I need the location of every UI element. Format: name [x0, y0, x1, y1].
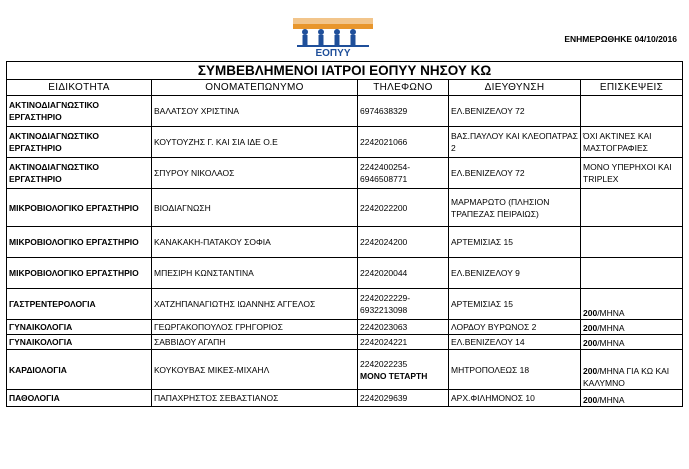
- cell-visits: [581, 350, 683, 390]
- cell-specialty: ΜΙΚΡΟΒΙΟΛΟΓΙΚΟ ΕΡΓΑΣΤΗΡΙΟ: [7, 227, 152, 258]
- header-row: [7, 80, 683, 96]
- visits-text: /ΜΗΝΑ: [597, 308, 625, 318]
- visits-text: /ΜΗΝΑ: [597, 395, 625, 405]
- table-row: [7, 350, 683, 390]
- cell-visits: [581, 96, 683, 127]
- visits-text: /ΜΗΝΑ: [597, 323, 625, 333]
- cell-name: ΠΑΠΑΧΡΗΣΤΟΣ ΣΕΒΑΣΤΙΑΝΟΣ: [152, 390, 358, 407]
- cell-phone: [358, 350, 449, 390]
- cell-name: ΓΕΩΡΓΑΚΟΠΟΥΛΟΣ ΓΡΗΓΟΡΙΟΣ: [152, 320, 358, 335]
- cell-address: ΕΛ.ΒΕΝΙΖΕΛΟΥ 14: [449, 335, 581, 350]
- header-name: ΟΝΟΜΑΤΕΠΩΝΥΜΟ: [152, 80, 358, 96]
- header-address: ΔΙΕΥΘΥΝΣΗ: [449, 80, 581, 96]
- header-phone: ΤΗΛΕΦΩΝΟ: [358, 80, 449, 96]
- doctors-table: [6, 61, 683, 407]
- cell-address: ΕΛ.ΒΕΝΙΖΕΛΟΥ 72: [449, 96, 581, 127]
- visits-text: ΜΟΝΟ ΥΠΕΡΗΧΟΙ ΚΑΙ TRIPLEX: [583, 162, 672, 184]
- cell-visits: [581, 189, 683, 227]
- table-title: ΣΥΜΒΕΒΛΗΜΕΝΟΙ ΙΑΤΡΟΙ ΕΟΠΥΥ ΝΗΣΟΥ ΚΩ: [7, 62, 683, 80]
- visits-text: /ΜΗΝΑ: [597, 338, 625, 348]
- eopyy-logo: [291, 16, 375, 58]
- table-title-row: [7, 62, 683, 80]
- cell-address: ΕΛ.ΒΕΝΙΖΕΛΟΥ 9: [449, 258, 581, 289]
- cell-address: ΛΟΡΔΟΥ ΒΥΡΩΝΟΣ 2: [449, 320, 581, 335]
- table-row: [7, 96, 683, 127]
- phone-number: 2242021066: [360, 137, 408, 147]
- table-row: [7, 258, 683, 289]
- cell-address: ΑΡΤΕΜΙΣΙΑΣ 15: [449, 289, 581, 320]
- cell-specialty: ΑΚΤΙΝΟΔΙΑΓΝΩΣΤΙΚΟ ΕΡΓΑΣΤΗΡΙΟ: [7, 96, 152, 127]
- cell-name: ΚΟΥΤΟΥΖΗΣ Γ. ΚΑΙ ΣΙΑ ΙΔΕ Ο.Ε: [152, 127, 358, 158]
- phone-number: 6974638329: [360, 106, 408, 116]
- cell-phone: [358, 335, 449, 350]
- table-row: [7, 127, 683, 158]
- cell-visits: [581, 258, 683, 289]
- cell-specialty: ΜΙΚΡΟΒΙΟΛΟΓΙΚΟ ΕΡΓΑΣΤΗΡΙΟ: [7, 189, 152, 227]
- phone-number: 2242400254-6946508771: [360, 162, 411, 184]
- cell-visits: [581, 227, 683, 258]
- phone-number: 2242020044: [360, 268, 408, 278]
- cell-phone: [358, 390, 449, 407]
- cell-name: ΒΙΟΔΙΑΓΝΩΣΗ: [152, 189, 358, 227]
- cell-specialty: ΠΑΘΟΛΟΓΙΑ: [7, 390, 152, 407]
- visits-price: 200: [583, 338, 598, 348]
- header-specialty: ΕΙΔΙΚΟΤΗΤΑ: [7, 80, 152, 96]
- cell-name: ΣΑΒΒΙΔΟΥ ΑΓΑΠΗ: [152, 335, 358, 350]
- cell-phone: [358, 189, 449, 227]
- cell-visits: [581, 390, 683, 407]
- cell-phone: [358, 96, 449, 127]
- visits-price: 200: [583, 366, 598, 376]
- cell-address: ΑΡΤΕΜΙΣΙΑΣ 15: [449, 227, 581, 258]
- cell-address: ΕΛ.ΒΕΝΙΖΕΛΟΥ 72: [449, 158, 581, 189]
- table-row: [7, 289, 683, 320]
- table-row: [7, 320, 683, 335]
- cell-phone: [358, 289, 449, 320]
- table-row: [7, 189, 683, 227]
- table-row: [7, 158, 683, 189]
- cell-phone: [358, 227, 449, 258]
- visits-text: ΌΧΙ ΑΚΤΙΝΕΣ ΚΑΙ ΜΑΣΤΟΓΡΑΦΙΕΣ: [583, 131, 652, 153]
- cell-visits: [581, 335, 683, 350]
- cell-phone: [358, 258, 449, 289]
- phone-number: 2242024221: [360, 337, 408, 347]
- cell-phone: [358, 320, 449, 335]
- table-body: [7, 96, 683, 407]
- cell-specialty: ΓΥΝΑΙΚΟΛΟΓΙΑ: [7, 335, 152, 350]
- table-row: [7, 335, 683, 350]
- cell-visits: [581, 289, 683, 320]
- cell-name: ΚΟΥΚΟΥΒΑΣ ΜΙΚΕΣ-ΜΙΧΑΗΛ: [152, 350, 358, 390]
- phone-number: 2242024200: [360, 237, 408, 247]
- cell-phone: [358, 158, 449, 189]
- table-row: [7, 390, 683, 407]
- visits-text: /ΜΗΝΑ ΓΙΑ ΚΩ ΚΑΙ ΚΑΛΥΜΝΟ: [583, 366, 670, 388]
- cell-name: ΧΑΤΖΗΠΑΝΑΓΙΩΤΗΣ ΙΩΑΝΝΗΣ ΑΓΓΕΛΟΣ: [152, 289, 358, 320]
- logo-text: ΕΟΠΥΥ: [315, 48, 351, 58]
- cell-name: ΜΠΕΣΙΡΗ ΚΩΝΣΤΑΝΤΙΝΑ: [152, 258, 358, 289]
- cell-name: ΣΠΥΡΟΥ ΝΙΚΟΛΑΟΣ: [152, 158, 358, 189]
- last-updated-label: ΕΝΗΜΕΡΩΘΗΚΕ 04/10/2016: [564, 34, 677, 44]
- phone-number: 2242022235: [360, 358, 408, 369]
- cell-specialty: ΓΥΝΑΙΚΟΛΟΓΙΑ: [7, 320, 152, 335]
- cell-visits: [581, 127, 683, 158]
- cell-address: ΜΗΤΡΟΠΟΛΕΩΣ 18: [449, 350, 581, 390]
- phone-number: 2242022200: [360, 202, 408, 213]
- visits-price: 200: [583, 395, 598, 405]
- cell-specialty: ΚΑΡΔΙΟΛΟΓΙΑ: [7, 350, 152, 390]
- cell-specialty: ΓΑΣΤΡΕΝΤΕΡΟΛΟΓΙΑ: [7, 289, 152, 320]
- cell-specialty: ΑΚΤΙΝΟΔΙΑΓΝΩΣΤΙΚΟ ΕΡΓΑΣΤΗΡΙΟ: [7, 158, 152, 189]
- phone-note: ΜΟΝΟ ΤΕΤΑΡΤΗ: [360, 370, 428, 381]
- cell-visits: [581, 320, 683, 335]
- phone-number: 2242029639: [360, 393, 408, 403]
- cell-visits: [581, 158, 683, 189]
- cell-address: ΜΑΡΜΑΡΩΤΟ (ΠΛΗΣΙΟΝ ΤΡΑΠΕΖΑΣ ΠΕΙΡΑΙΩΣ): [449, 189, 581, 227]
- header-visits: ΕΠΙΣΚΕΨΕΙΣ: [581, 80, 683, 96]
- visits-price: 200: [583, 323, 598, 333]
- table-row: [7, 227, 683, 258]
- cell-specialty: ΑΚΤΙΝΟΔΙΑΓΝΩΣΤΙΚΟ ΕΡΓΑΣΤΗΡΙΟ: [7, 127, 152, 158]
- cell-phone: [358, 127, 449, 158]
- cell-name: ΚΑΝΑΚΑΚΗ-ΠΑΤΑΚΟΥ ΣΟΦΙΑ: [152, 227, 358, 258]
- cell-name: ΒΑΛΑΤΣΟΥ ΧΡΙΣΤΙΝΑ: [152, 96, 358, 127]
- cell-specialty: ΜΙΚΡΟΒΙΟΛΟΓΙΚΟ ΕΡΓΑΣΤΗΡΙΟ: [7, 258, 152, 289]
- eopyy-logo-graphic: [291, 16, 375, 58]
- phone-number: 2242022229-6932213098: [360, 293, 411, 315]
- cell-address: ΑΡΧ.ΦΙΛΗΜΟΝΟΣ 10: [449, 390, 581, 407]
- visits-price: 200: [583, 308, 598, 318]
- phone-number: 2242023063: [360, 322, 408, 332]
- cell-address: ΒΑΣ.ΠΑΥΛΟΥ ΚΑΙ ΚΛΕΟΠΑΤΡΑΣ 2: [449, 127, 581, 158]
